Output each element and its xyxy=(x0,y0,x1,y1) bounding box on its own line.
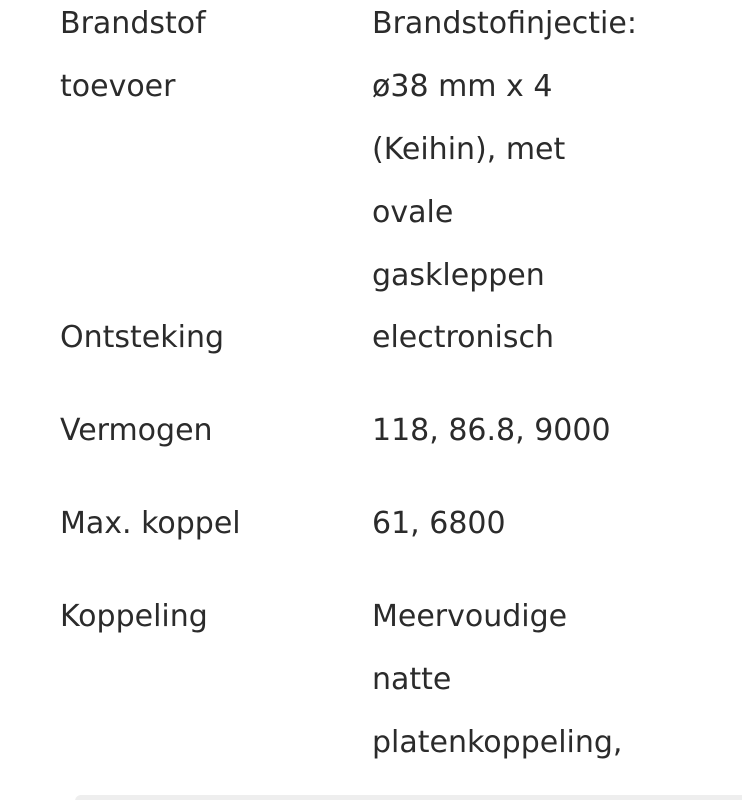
spec-table xyxy=(60,0,700,793)
spec-value xyxy=(372,399,692,462)
spec-value xyxy=(372,306,692,369)
value-line: platenkoppeling, xyxy=(372,725,623,760)
spec-row-ignition xyxy=(60,314,700,407)
value-line: natte xyxy=(372,662,452,697)
spec-value xyxy=(372,585,692,774)
label-line: Vermogen xyxy=(60,413,213,448)
spec-row-max-torque xyxy=(60,500,700,593)
spec-value xyxy=(372,492,692,555)
spec-label xyxy=(60,399,372,462)
spec-label xyxy=(60,492,372,555)
value-line: Brandstofinjectie: xyxy=(372,6,637,41)
spec-label xyxy=(60,585,372,648)
label-line: Ontsteking xyxy=(60,320,225,355)
spec-row-power xyxy=(60,407,700,500)
label-line: Koppeling xyxy=(60,599,208,634)
spec-label xyxy=(60,306,372,369)
spec-row-clutch xyxy=(60,593,700,793)
label-line: toevoer xyxy=(60,69,176,104)
value-line: gaskleppen xyxy=(372,258,545,293)
value-line: 61, 6800 xyxy=(372,506,506,541)
bottom-sheet-edge xyxy=(75,795,742,800)
spec-label xyxy=(60,0,372,118)
spec-row-fuel-supply xyxy=(60,0,700,314)
value-line: (Keihin), met xyxy=(372,132,566,167)
value-line: ø38 mm x 4 xyxy=(372,69,553,104)
value-line: 118, 86.8, 9000 xyxy=(372,413,611,448)
label-line: Max. koppel xyxy=(60,506,241,541)
value-line: electronisch xyxy=(372,320,555,355)
spec-value xyxy=(372,0,692,307)
label-line: Brandstof xyxy=(60,6,206,41)
value-line: Meervoudige xyxy=(372,599,568,634)
value-line: ovale xyxy=(372,195,454,230)
